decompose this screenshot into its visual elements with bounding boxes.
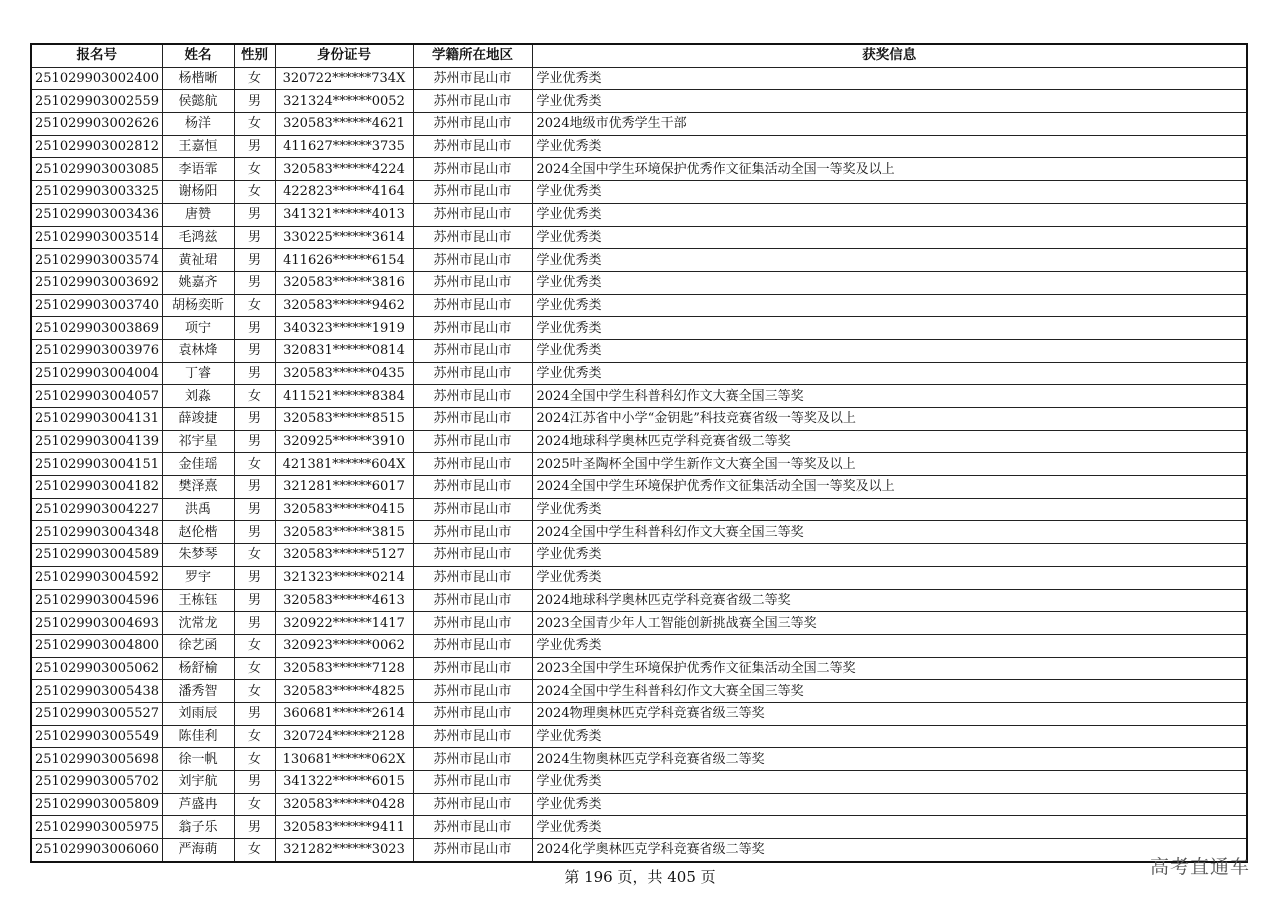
cell-award: 学业优秀类 — [532, 135, 1247, 158]
cell-region: 苏州市昆山市 — [413, 339, 532, 362]
table-row — [31, 634, 1247, 657]
table-row — [31, 566, 1247, 589]
cell-award: 2024全国中学生环境保护优秀作文征集活动全国一等奖及以上 — [532, 476, 1247, 499]
cell-name: 王栋钰 — [162, 589, 234, 612]
cell-award: 学业优秀类 — [532, 317, 1247, 340]
cell-region: 苏州市昆山市 — [413, 113, 532, 136]
cell-registration-no: 251029903004589 — [31, 544, 162, 567]
cell-registration-no: 251029903002559 — [31, 90, 162, 113]
cell-region: 苏州市昆山市 — [413, 362, 532, 385]
cell-award: 2024全国中学生科普科幻作文大赛全国三等奖 — [532, 521, 1247, 544]
cell-name: 赵伦楷 — [162, 521, 234, 544]
cell-region: 苏州市昆山市 — [413, 226, 532, 249]
table-row — [31, 226, 1247, 249]
table-row — [31, 498, 1247, 521]
cell-registration-no: 251029903003325 — [31, 181, 162, 204]
cell-name: 樊泽熹 — [162, 476, 234, 499]
cell-name: 陈佳利 — [162, 725, 234, 748]
cell-name: 唐赞 — [162, 203, 234, 226]
cell-region: 苏州市昆山市 — [413, 589, 532, 612]
cell-gender: 女 — [234, 158, 275, 181]
cell-name: 徐艺函 — [162, 634, 234, 657]
cell-region: 苏州市昆山市 — [413, 271, 532, 294]
cell-id-number: 320583******3816 — [275, 271, 413, 294]
cell-region: 苏州市昆山市 — [413, 839, 532, 862]
cell-id-number: 422823******4164 — [275, 181, 413, 204]
cell-award: 2024地球科学奥林匹克学科竞赛省级二等奖 — [532, 430, 1247, 453]
table-row — [31, 589, 1247, 612]
cell-gender: 女 — [234, 839, 275, 862]
cell-id-number: 320923******0062 — [275, 634, 413, 657]
cell-id-number: 320583******8515 — [275, 408, 413, 431]
cell-registration-no: 251029903004151 — [31, 453, 162, 476]
cell-name: 刘淼 — [162, 385, 234, 408]
table-row — [31, 385, 1247, 408]
cell-name: 金佳瑶 — [162, 453, 234, 476]
table-row — [31, 135, 1247, 158]
cell-id-number: 330225******3614 — [275, 226, 413, 249]
cell-gender: 女 — [234, 181, 275, 204]
results-table — [30, 43, 1248, 863]
cell-region: 苏州市昆山市 — [413, 294, 532, 317]
cell-id-number: 321281******6017 — [275, 476, 413, 499]
table-row — [31, 702, 1247, 725]
cell-name: 胡杨奕昕 — [162, 294, 234, 317]
cell-region: 苏州市昆山市 — [413, 816, 532, 839]
cell-award: 2024地球科学奥林匹克学科竞赛省级二等奖 — [532, 589, 1247, 612]
table-row — [31, 680, 1247, 703]
cell-registration-no: 251029903004004 — [31, 362, 162, 385]
cell-id-number: 341321******4013 — [275, 203, 413, 226]
cell-name: 谢杨阳 — [162, 181, 234, 204]
cell-registration-no: 251029903003869 — [31, 317, 162, 340]
cell-gender: 女 — [234, 725, 275, 748]
cell-award: 学业优秀类 — [532, 249, 1247, 272]
cell-registration-no: 251029903004227 — [31, 498, 162, 521]
cell-id-number: 320583******9411 — [275, 816, 413, 839]
cell-id-number: 320722******734X — [275, 67, 413, 90]
cell-name: 袁林烽 — [162, 339, 234, 362]
cell-award: 学业优秀类 — [532, 294, 1247, 317]
cell-award: 2023全国青少年人工智能创新挑战赛全国三等奖 — [532, 612, 1247, 635]
table-body — [31, 67, 1247, 862]
cell-id-number: 320583******7128 — [275, 657, 413, 680]
cell-gender: 女 — [234, 453, 275, 476]
cell-gender: 男 — [234, 476, 275, 499]
cell-registration-no: 251029903004592 — [31, 566, 162, 589]
cell-gender: 男 — [234, 612, 275, 635]
cell-gender: 男 — [234, 203, 275, 226]
cell-award: 学业优秀类 — [532, 271, 1247, 294]
table-row — [31, 748, 1247, 771]
cell-registration-no: 251029903002812 — [31, 135, 162, 158]
table-header-row — [31, 44, 1247, 67]
cell-name: 薛竣捷 — [162, 408, 234, 431]
cell-name: 洪禹 — [162, 498, 234, 521]
page-number: 第 196 页，共 405 页 — [564, 868, 716, 886]
cell-gender: 男 — [234, 271, 275, 294]
cell-region: 苏州市昆山市 — [413, 521, 532, 544]
cell-id-number: 411521******8384 — [275, 385, 413, 408]
cell-registration-no: 251029903004057 — [31, 385, 162, 408]
cell-registration-no: 251029903004139 — [31, 430, 162, 453]
table-row — [31, 771, 1247, 794]
cell-id-number: 320583******4613 — [275, 589, 413, 612]
cell-award: 2025叶圣陶杯全国中学生新作文大赛全国一等奖及以上 — [532, 453, 1247, 476]
table-row — [31, 725, 1247, 748]
cell-registration-no: 251029903004182 — [31, 476, 162, 499]
cell-award: 学业优秀类 — [532, 634, 1247, 657]
column-header-gender: 性别 — [234, 44, 275, 67]
cell-gender: 男 — [234, 816, 275, 839]
cell-registration-no: 251029903003740 — [31, 294, 162, 317]
cell-gender: 男 — [234, 317, 275, 340]
cell-gender: 男 — [234, 589, 275, 612]
cell-id-number: 421381******604X — [275, 453, 413, 476]
cell-award: 学业优秀类 — [532, 362, 1247, 385]
cell-name: 侯懿航 — [162, 90, 234, 113]
cell-award: 2024化学奥林匹克学科竞赛省级二等奖 — [532, 839, 1247, 862]
watermark-logo: 高考直通车 — [1149, 856, 1250, 878]
cell-region: 苏州市昆山市 — [413, 317, 532, 340]
cell-registration-no: 251029903004693 — [31, 612, 162, 635]
cell-id-number: 320583******4224 — [275, 158, 413, 181]
cell-region: 苏州市昆山市 — [413, 430, 532, 453]
column-header-registration-no: 报名号 — [31, 44, 162, 67]
cell-registration-no: 251029903005809 — [31, 793, 162, 816]
table-row — [31, 657, 1247, 680]
table-row — [31, 362, 1247, 385]
table-row — [31, 294, 1247, 317]
cell-id-number: 320583******3815 — [275, 521, 413, 544]
cell-award: 学业优秀类 — [532, 544, 1247, 567]
table-row — [31, 612, 1247, 635]
cell-region: 苏州市昆山市 — [413, 498, 532, 521]
table-row — [31, 203, 1247, 226]
cell-name: 朱梦琴 — [162, 544, 234, 567]
cell-name: 沈常龙 — [162, 612, 234, 635]
cell-registration-no: 251029903003976 — [31, 339, 162, 362]
cell-id-number: 411626******6154 — [275, 249, 413, 272]
cell-gender: 男 — [234, 566, 275, 589]
cell-region: 苏州市昆山市 — [413, 725, 532, 748]
column-header-award: 获奖信息 — [532, 44, 1247, 67]
cell-gender: 女 — [234, 294, 275, 317]
cell-region: 苏州市昆山市 — [413, 657, 532, 680]
cell-region: 苏州市昆山市 — [413, 67, 532, 90]
cell-gender: 男 — [234, 430, 275, 453]
cell-registration-no: 251029903004800 — [31, 634, 162, 657]
cell-region: 苏州市昆山市 — [413, 408, 532, 431]
table-row — [31, 271, 1247, 294]
cell-gender: 男 — [234, 771, 275, 794]
cell-region: 苏州市昆山市 — [413, 680, 532, 703]
cell-id-number: 320831******0814 — [275, 339, 413, 362]
cell-name: 徐一帆 — [162, 748, 234, 771]
cell-gender: 男 — [234, 408, 275, 431]
cell-award: 2024全国中学生科普科幻作文大赛全国三等奖 — [532, 385, 1247, 408]
cell-award: 学业优秀类 — [532, 226, 1247, 249]
cell-registration-no: 251029903005527 — [31, 702, 162, 725]
cell-award: 学业优秀类 — [532, 816, 1247, 839]
cell-award: 2023全国中学生环境保护优秀作文征集活动全国二等奖 — [532, 657, 1247, 680]
cell-gender: 女 — [234, 544, 275, 567]
cell-region: 苏州市昆山市 — [413, 476, 532, 499]
table-row — [31, 839, 1247, 862]
table-row — [31, 317, 1247, 340]
cell-id-number: 321324******0052 — [275, 90, 413, 113]
cell-name: 翁子乐 — [162, 816, 234, 839]
cell-name: 姚嘉齐 — [162, 271, 234, 294]
cell-region: 苏州市昆山市 — [413, 203, 532, 226]
table-row — [31, 476, 1247, 499]
cell-name: 项宁 — [162, 317, 234, 340]
cell-region: 苏州市昆山市 — [413, 249, 532, 272]
cell-id-number: 411627******3735 — [275, 135, 413, 158]
cell-name: 丁睿 — [162, 362, 234, 385]
cell-name: 毛鸿兹 — [162, 226, 234, 249]
cell-name: 刘雨辰 — [162, 702, 234, 725]
cell-gender: 女 — [234, 748, 275, 771]
cell-id-number: 320583******9462 — [275, 294, 413, 317]
table-row — [31, 430, 1247, 453]
table-row — [31, 339, 1247, 362]
cell-award: 学业优秀类 — [532, 67, 1247, 90]
table-row — [31, 521, 1247, 544]
cell-registration-no: 251029903005698 — [31, 748, 162, 771]
cell-award: 2024江苏省中小学“金钥匙”科技竞赛省级一等奖及以上 — [532, 408, 1247, 431]
cell-gender: 女 — [234, 113, 275, 136]
cell-gender: 女 — [234, 634, 275, 657]
cell-award: 2024地级市优秀学生干部 — [532, 113, 1247, 136]
cell-award: 2024全国中学生环境保护优秀作文征集活动全国一等奖及以上 — [532, 158, 1247, 181]
cell-registration-no: 251029903004348 — [31, 521, 162, 544]
cell-registration-no: 251029903003514 — [31, 226, 162, 249]
cell-registration-no: 251029903005549 — [31, 725, 162, 748]
table-row — [31, 181, 1247, 204]
cell-gender: 男 — [234, 135, 275, 158]
table-row — [31, 453, 1247, 476]
cell-region: 苏州市昆山市 — [413, 453, 532, 476]
cell-gender: 男 — [234, 90, 275, 113]
cell-region: 苏州市昆山市 — [413, 544, 532, 567]
cell-registration-no: 251029903003085 — [31, 158, 162, 181]
cell-name: 杨洋 — [162, 113, 234, 136]
cell-id-number: 320583******0415 — [275, 498, 413, 521]
table-row — [31, 113, 1247, 136]
cell-region: 苏州市昆山市 — [413, 385, 532, 408]
cell-gender: 男 — [234, 249, 275, 272]
cell-award: 学业优秀类 — [532, 725, 1247, 748]
cell-name: 王嘉恒 — [162, 135, 234, 158]
cell-registration-no: 251029903006060 — [31, 839, 162, 862]
column-header-name: 姓名 — [162, 44, 234, 67]
cell-registration-no: 251029903002400 — [31, 67, 162, 90]
table-row — [31, 249, 1247, 272]
cell-id-number: 340323******1919 — [275, 317, 413, 340]
cell-name: 杨楷晰 — [162, 67, 234, 90]
cell-region: 苏州市昆山市 — [413, 566, 532, 589]
cell-name: 杨舒榆 — [162, 657, 234, 680]
cell-registration-no: 251029903004596 — [31, 589, 162, 612]
cell-name: 李语霏 — [162, 158, 234, 181]
cell-registration-no: 251029903004131 — [31, 408, 162, 431]
table-row — [31, 816, 1247, 839]
cell-name: 罗宇 — [162, 566, 234, 589]
cell-award: 学业优秀类 — [532, 793, 1247, 816]
table-row — [31, 67, 1247, 90]
cell-award: 2024全国中学生科普科幻作文大赛全国三等奖 — [532, 680, 1247, 703]
cell-id-number: 320583******4825 — [275, 680, 413, 703]
cell-id-number: 341322******6015 — [275, 771, 413, 794]
cell-registration-no: 251029903005975 — [31, 816, 162, 839]
cell-gender: 女 — [234, 657, 275, 680]
cell-id-number: 360681******2614 — [275, 702, 413, 725]
cell-id-number: 320925******3910 — [275, 430, 413, 453]
cell-gender: 男 — [234, 226, 275, 249]
cell-gender: 男 — [234, 339, 275, 362]
cell-id-number: 320724******2128 — [275, 725, 413, 748]
cell-gender: 女 — [234, 67, 275, 90]
cell-id-number: 320583******0428 — [275, 793, 413, 816]
cell-award: 学业优秀类 — [532, 339, 1247, 362]
cell-region: 苏州市昆山市 — [413, 771, 532, 794]
column-header-id-number: 身份证号 — [275, 44, 413, 67]
cell-gender: 女 — [234, 385, 275, 408]
cell-gender: 男 — [234, 521, 275, 544]
cell-gender: 男 — [234, 362, 275, 385]
cell-registration-no: 251029903003436 — [31, 203, 162, 226]
table-row — [31, 90, 1247, 113]
cell-award: 学业优秀类 — [532, 498, 1247, 521]
cell-registration-no: 251029903005702 — [31, 771, 162, 794]
cell-award: 学业优秀类 — [532, 566, 1247, 589]
cell-gender: 女 — [234, 793, 275, 816]
cell-name: 芦盛冉 — [162, 793, 234, 816]
cell-id-number: 320583******4621 — [275, 113, 413, 136]
cell-name: 潘秀智 — [162, 680, 234, 703]
cell-registration-no: 251029903003692 — [31, 271, 162, 294]
cell-registration-no: 251029903005062 — [31, 657, 162, 680]
cell-region: 苏州市昆山市 — [413, 181, 532, 204]
cell-name: 刘宇航 — [162, 771, 234, 794]
cell-gender: 男 — [234, 702, 275, 725]
cell-award: 学业优秀类 — [532, 90, 1247, 113]
cell-region: 苏州市昆山市 — [413, 634, 532, 657]
cell-name: 祁宇星 — [162, 430, 234, 453]
cell-id-number: 320922******1417 — [275, 612, 413, 635]
table-row — [31, 544, 1247, 567]
cell-award: 学业优秀类 — [532, 203, 1247, 226]
cell-region: 苏州市昆山市 — [413, 702, 532, 725]
cell-award: 2024物理奥林匹克学科竞赛省级三等奖 — [532, 702, 1247, 725]
cell-region: 苏州市昆山市 — [413, 748, 532, 771]
cell-gender: 男 — [234, 498, 275, 521]
cell-award: 学业优秀类 — [532, 771, 1247, 794]
cell-name: 黄祉珺 — [162, 249, 234, 272]
cell-id-number: 320583******5127 — [275, 544, 413, 567]
cell-region: 苏州市昆山市 — [413, 135, 532, 158]
column-header-region: 学籍所在地区 — [413, 44, 532, 67]
cell-award: 学业优秀类 — [532, 181, 1247, 204]
cell-registration-no: 251029903002626 — [31, 113, 162, 136]
cell-gender: 女 — [234, 680, 275, 703]
table-row — [31, 158, 1247, 181]
cell-id-number: 321323******0214 — [275, 566, 413, 589]
cell-award: 2024生物奥林匹克学科竞赛省级二等奖 — [532, 748, 1247, 771]
cell-region: 苏州市昆山市 — [413, 793, 532, 816]
cell-registration-no: 251029903003574 — [31, 249, 162, 272]
cell-name: 严海萌 — [162, 839, 234, 862]
cell-region: 苏州市昆山市 — [413, 90, 532, 113]
cell-region: 苏州市昆山市 — [413, 158, 532, 181]
cell-id-number: 320583******0435 — [275, 362, 413, 385]
table-row — [31, 793, 1247, 816]
cell-registration-no: 251029903005438 — [31, 680, 162, 703]
table-row — [31, 408, 1247, 431]
cell-id-number: 130681******062X — [275, 748, 413, 771]
cell-region: 苏州市昆山市 — [413, 612, 532, 635]
cell-id-number: 321282******3023 — [275, 839, 413, 862]
